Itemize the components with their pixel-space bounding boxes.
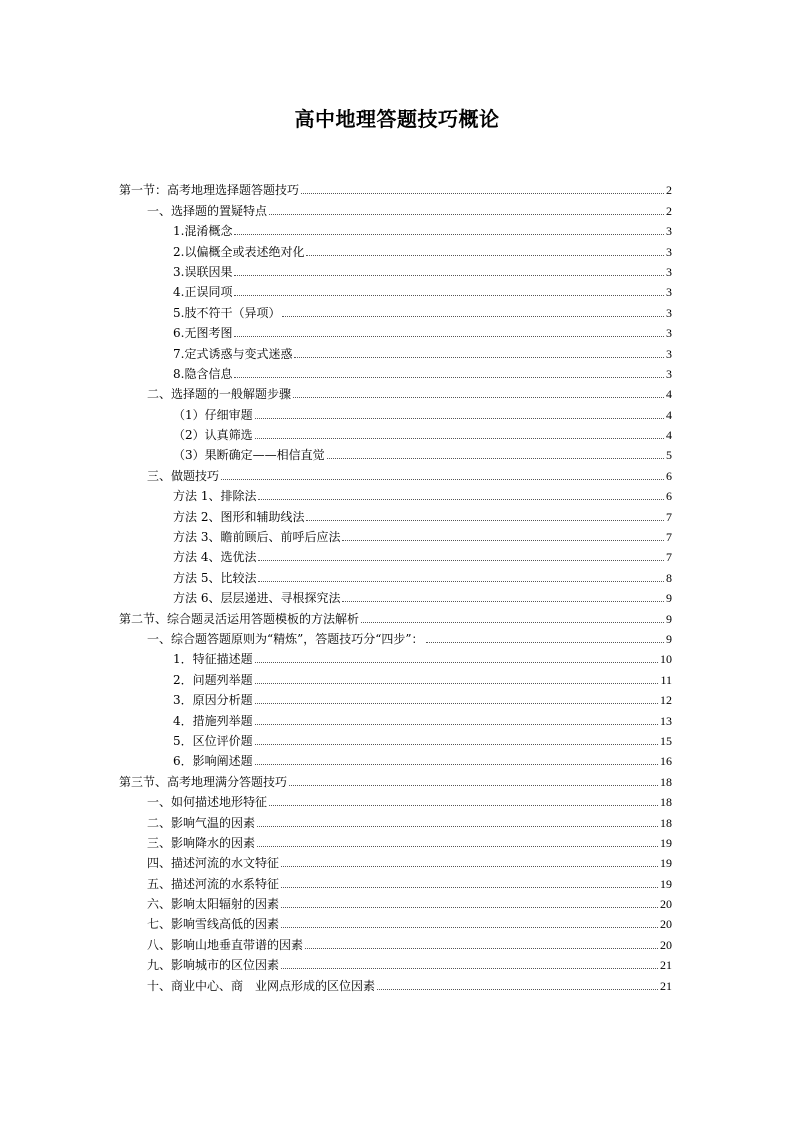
toc-entry-label: 九、影响城市的区位因素 <box>147 958 280 973</box>
toc-entry-label: 2.以偏概全或表述绝对化 <box>173 244 305 259</box>
toc-page-number: 11 <box>660 672 672 687</box>
toc-entry-label: 方法 3、瞻前顾后、前呼后应法 <box>173 530 341 545</box>
toc-entry-label: 二、影响气温的因素 <box>147 815 256 830</box>
toc-entry-label: 2．问题列举题 <box>173 672 253 687</box>
toc-entry[interactable] <box>0 402 794 422</box>
toc-page-number: 18 <box>660 815 672 830</box>
toc-dot-leader <box>361 622 664 623</box>
toc-entry[interactable] <box>0 667 794 687</box>
toc-entry[interactable] <box>0 321 794 341</box>
toc-entry[interactable] <box>0 647 794 667</box>
toc-entry-label: （3）果断确定——相信直觉 <box>173 448 325 463</box>
toc-page-number: 4 <box>666 387 672 402</box>
toc-page-number: 13 <box>660 713 672 728</box>
toc-dot-leader <box>377 989 658 990</box>
toc-entry[interactable] <box>0 260 794 280</box>
toc-dot-leader <box>255 683 659 684</box>
toc-entry-label: 1．特征描述题 <box>173 652 253 667</box>
toc-dot-leader <box>306 255 664 256</box>
toc-entry-label: 方法 6、层层递进、寻根探究法 <box>173 591 341 606</box>
toc-entry[interactable] <box>0 912 794 932</box>
toc-dot-leader <box>281 887 658 888</box>
toc-entry-label: 1.混淆概念 <box>173 224 233 239</box>
toc-page-number: 3 <box>666 244 672 259</box>
toc-page-number: 9 <box>666 631 672 646</box>
toc-entry-label: 方法 2、图形和辅助线法 <box>173 509 305 524</box>
toc-dot-leader <box>305 948 658 949</box>
toc-page-number: 9 <box>666 611 672 626</box>
toc-entry[interactable] <box>0 769 794 789</box>
toc-dot-leader <box>281 927 658 928</box>
toc-page-number: 19 <box>660 856 672 871</box>
toc-dot-leader <box>255 703 658 704</box>
toc-dot-leader <box>282 316 664 317</box>
toc-page-number: 4 <box>666 428 672 443</box>
toc-dot-leader <box>342 540 664 541</box>
toc-dot-leader <box>234 295 664 296</box>
toc-entry[interactable] <box>0 463 794 483</box>
toc-page-number: 20 <box>660 937 672 952</box>
toc-entry-label: 4.正误同项 <box>173 285 233 300</box>
toc-dot-leader <box>221 479 664 480</box>
toc-page-number: 3 <box>666 264 672 279</box>
toc-entry[interactable] <box>0 341 794 361</box>
toc-dot-leader <box>234 234 664 235</box>
toc-page-number: 2 <box>666 203 672 218</box>
toc-entry[interactable] <box>0 749 794 769</box>
toc-dot-leader <box>257 826 658 827</box>
toc-dot-leader <box>293 397 664 398</box>
toc-entry-label: 十、商业中心、商 业网点形成的区位因素 <box>147 978 376 993</box>
toc-entry-label: 6．影响阐述题 <box>173 754 253 769</box>
toc-dot-leader <box>257 846 658 847</box>
toc-entry[interactable] <box>0 810 794 830</box>
toc-page-number: 8 <box>666 570 672 585</box>
toc-page-number: 16 <box>660 754 672 769</box>
toc-entry[interactable] <box>0 198 794 218</box>
toc-dot-leader <box>258 499 664 500</box>
toc-page-number: 19 <box>660 876 672 891</box>
toc-entry-label: 三、影响降水的因素 <box>147 835 256 850</box>
toc-page-number: 7 <box>666 509 672 524</box>
toc-entry-label: 第一节：高考地理选择题答题技巧 <box>119 183 300 198</box>
toc-page-number: 7 <box>666 550 672 565</box>
toc-entry[interactable] <box>0 708 794 728</box>
toc-entry-label: （2）认真筛选 <box>173 428 253 443</box>
toc-dot-leader <box>269 805 658 806</box>
toc-entry[interactable] <box>0 504 794 524</box>
toc-entry[interactable] <box>0 484 794 504</box>
toc-dot-leader <box>255 744 658 745</box>
toc-dot-leader <box>289 785 658 786</box>
toc-page-number: 10 <box>660 652 672 667</box>
toc-dot-leader <box>255 438 664 439</box>
toc-entry[interactable] <box>0 790 794 810</box>
toc-entry-label: （1）仔细审题 <box>173 407 253 422</box>
toc-entry-label: 5.肢不符干（异项） <box>173 305 281 320</box>
toc-dot-leader <box>281 866 658 867</box>
toc-page-number: 3 <box>666 224 672 239</box>
toc-page-number: 3 <box>666 305 672 320</box>
toc-page-number: 3 <box>666 326 672 341</box>
toc-entry-label: 八、影响山地垂直带谱的因素 <box>147 937 304 952</box>
toc-entry[interactable] <box>0 586 794 606</box>
toc-entry[interactable] <box>0 953 794 973</box>
toc-page-number: 6 <box>666 489 672 504</box>
toc-dot-leader <box>255 662 658 663</box>
toc-page-number: 3 <box>666 285 672 300</box>
toc-page-number: 4 <box>666 407 672 422</box>
toc-entry[interactable] <box>0 606 794 626</box>
toc-dot-leader <box>255 418 664 419</box>
toc-entry-label: 3.误联因果 <box>173 264 233 279</box>
toc-entry[interactable] <box>0 851 794 871</box>
toc-dot-leader <box>306 520 664 521</box>
toc-page-number: 3 <box>666 346 672 361</box>
toc-entry-label: 方法 5、比较法 <box>173 570 257 585</box>
toc-entry-label: 4．措施列举题 <box>173 713 253 728</box>
toc-entry[interactable] <box>0 831 794 851</box>
toc-entry-label: 方法 1、排除法 <box>173 489 257 504</box>
toc-entry-label: 一、如何描述地形特征 <box>147 795 268 810</box>
toc-dot-leader <box>255 724 658 725</box>
toc-entry[interactable] <box>0 525 794 545</box>
toc-page-number: 7 <box>666 530 672 545</box>
toc-entry-label: 一、综合题答题原则为“精炼”，答题技巧分“四步”： <box>147 631 424 646</box>
toc-entry-label: 7.定式诱惑与变式迷惑 <box>173 346 293 361</box>
toc-entry[interactable] <box>0 300 794 320</box>
toc-entry[interactable] <box>0 545 794 565</box>
toc-entry-label: 5．区位评价题 <box>173 733 253 748</box>
toc-dot-leader <box>281 968 658 969</box>
toc-entry[interactable] <box>0 382 794 402</box>
toc-entry[interactable] <box>0 239 794 259</box>
toc-entry[interactable] <box>0 362 794 382</box>
toc-page-number: 2 <box>666 183 672 198</box>
toc-dot-leader <box>258 560 664 561</box>
toc-entry-label: 三、做题技巧 <box>147 468 220 483</box>
toc-entry-label: 6.无图考图 <box>173 326 233 341</box>
toc-entry[interactable] <box>0 973 794 993</box>
toc-dot-leader <box>234 275 664 276</box>
toc-dot-leader <box>234 336 664 337</box>
toc-dot-leader <box>301 193 664 194</box>
toc-page-number: 20 <box>660 917 672 932</box>
toc-page-number: 5 <box>666 448 672 463</box>
toc-dot-leader <box>269 214 664 215</box>
toc-dot-leader <box>342 601 664 602</box>
toc-entry-label: 六、影响太阳辐射的因素 <box>147 897 280 912</box>
toc-page-number: 6 <box>666 468 672 483</box>
toc-dot-leader <box>255 764 658 765</box>
toc-page-number: 15 <box>660 733 672 748</box>
toc-entry-label: 五、描述河流的水系特征 <box>147 876 280 891</box>
toc-page-number: 18 <box>660 774 672 789</box>
toc-entry[interactable] <box>0 892 794 912</box>
toc-entry[interactable] <box>0 219 794 239</box>
toc-entry-label: 一、选择题的置疑特点 <box>147 203 268 218</box>
toc-entry-label: 第二节、综合题灵活运用答题模板的方法解析 <box>119 611 360 626</box>
toc-entry[interactable] <box>0 178 794 198</box>
toc-page-number: 21 <box>660 978 672 993</box>
toc-entry[interactable] <box>0 932 794 952</box>
toc-entry-label: 二、选择题的一般解题步骤 <box>147 387 292 402</box>
toc-entry-label: 七、影响雪线高低的因素 <box>147 917 280 932</box>
toc-page-number: 12 <box>660 693 672 708</box>
toc-dot-leader <box>258 581 664 582</box>
toc-page-number: 20 <box>660 897 672 912</box>
toc-dot-leader <box>327 458 664 459</box>
toc-entry-label: 3．原因分析题 <box>173 693 253 708</box>
toc-entry[interactable] <box>0 423 794 443</box>
toc-entry[interactable] <box>0 871 794 891</box>
toc-page-number: 9 <box>666 591 672 606</box>
toc-page-number: 18 <box>660 795 672 810</box>
toc-entry-label: 8.隐含信息 <box>173 366 233 381</box>
toc-page-number: 21 <box>660 958 672 973</box>
toc-dot-leader <box>426 642 664 643</box>
toc-entry[interactable] <box>0 565 794 585</box>
document-title: 高中地理答题技巧概论 <box>294 107 500 131</box>
toc-page-number: 19 <box>660 835 672 850</box>
toc-entry-label: 方法 4、选优法 <box>173 550 257 565</box>
toc-entry-label: 第三节、高考地理满分答题技巧 <box>119 774 288 789</box>
toc-page-number: 3 <box>666 366 672 381</box>
toc-dot-leader <box>234 377 664 378</box>
table-of-contents <box>0 178 794 994</box>
toc-entry[interactable] <box>0 627 794 647</box>
toc-entry-label: 四、描述河流的水文特征 <box>147 856 280 871</box>
toc-dot-leader <box>281 907 658 908</box>
toc-dot-leader <box>294 357 664 358</box>
toc-entry[interactable] <box>0 443 794 463</box>
toc-entry[interactable] <box>0 729 794 749</box>
toc-entry[interactable] <box>0 688 794 708</box>
toc-entry[interactable] <box>0 280 794 300</box>
